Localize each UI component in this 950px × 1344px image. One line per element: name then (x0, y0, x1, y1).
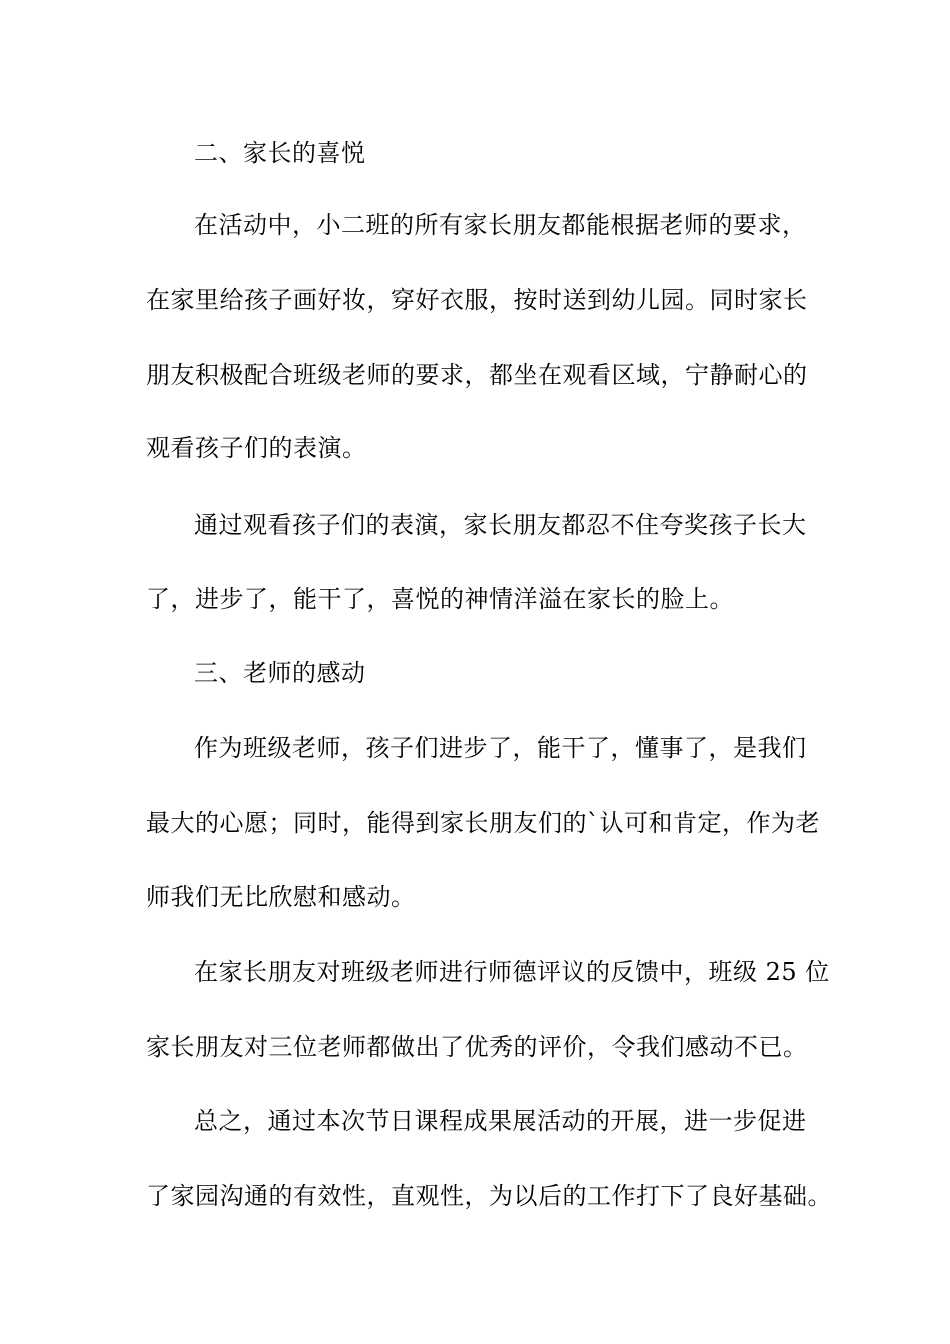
paragraph-line: 了家园沟通的有效性，直观性，为以后的工作打下了良好基础。 (146, 1182, 832, 1210)
paragraph-line: 师我们无比欣慰和感动。 (146, 883, 416, 911)
paragraph-line: 作为班级老师，孩子们进步了，能干了，懂事了，是我们 (194, 734, 807, 762)
paragraph-line: 总之，通过本次节日课程成果展活动的开展，进一步促进 (194, 1107, 807, 1135)
paragraph-line: 家长朋友对三位老师都做出了优秀的评价，令我们感动不已。 (146, 1033, 808, 1061)
paragraph-line: 在活动中，小二班的所有家长朋友都能根据老师的要求， (194, 211, 807, 239)
section-heading-parent-joy: 二、家长的喜悦 (194, 139, 366, 167)
section-heading-teacher-moved: 三、老师的感动 (194, 659, 366, 687)
paragraph-line: 通过观看孩子们的表演，家长朋友都忍不住夸奖孩子长大 (194, 511, 807, 539)
paragraph-line: 在家里给孩子画好妆，穿好衣服，按时送到幼儿园。同时家长 (146, 286, 808, 314)
paragraph-line: 最大的心愿；同时，能得到家长朋友们的`认可和肯定，作为老 (146, 809, 820, 837)
paragraph-line: 了，进步了，能干了，喜悦的神情洋溢在家长的脸上。 (146, 585, 734, 613)
paragraph-line: 朋友积极配合班级老师的要求，都坐在观看区域，宁静耐心的 (146, 361, 808, 389)
paragraph-line: 观看孩子们的表演。 (146, 434, 367, 462)
paragraph-line: 在家长朋友对班级老师进行师德评议的反馈中，班级 25 位 (194, 958, 830, 986)
